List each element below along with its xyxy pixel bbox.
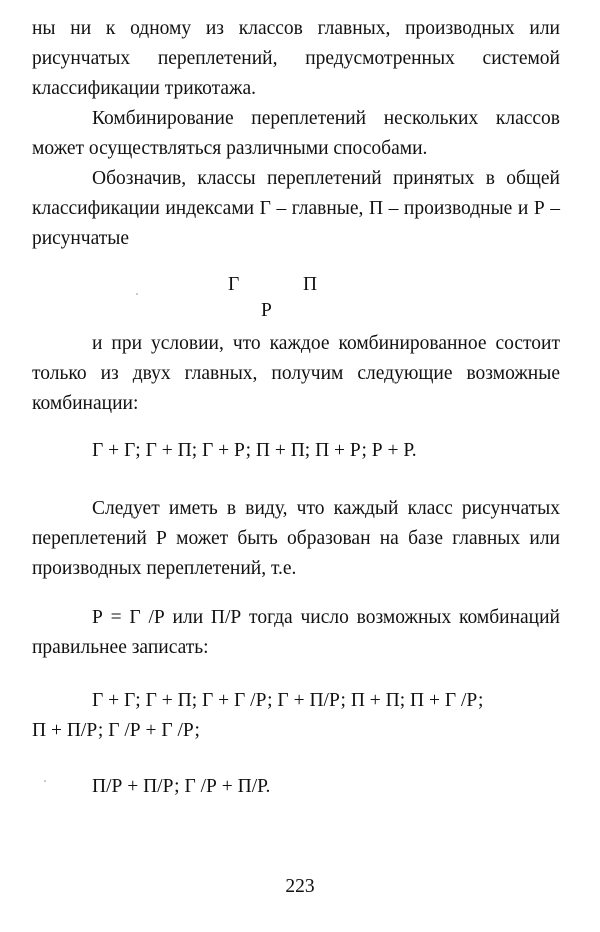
paragraph-combining: Комбинирование переплетений нескольких классов может осуществляться различными способами. bbox=[32, 108, 560, 159]
paragraph-equation: Р = Г /Р или П/Р тогда число возможных комбинаций правильнее записать: bbox=[32, 607, 560, 658]
formula-combinations-3: П/Р + П/Р; Г /Р + П/Р. bbox=[92, 776, 271, 797]
scan-speck bbox=[136, 293, 138, 295]
paragraph-condition: и при условии, что каждое комбинированное состоит только из двух главных, получим следующие возможные комбинации: bbox=[32, 333, 560, 414]
diagram-symbol-p: П bbox=[303, 274, 318, 295]
scan-speck bbox=[44, 780, 46, 782]
paragraph-notation: Обозначив, классы переплетений принятых в общей классификации индексами Г – главные, П – производные и Р – рисунчатые bbox=[32, 168, 560, 249]
page-number: 223 bbox=[285, 876, 315, 897]
paragraph-continuation: ны ни к одному из классов главных, производных или рисунчатых переплетений, предусмотренных системой классификации трикотажа. bbox=[32, 18, 560, 99]
diagram-symbol-r: Р bbox=[261, 300, 272, 321]
formula-combinations-1: Г + Г; Г + П; Г + Р; П + П; П + Р; Р + Р. bbox=[92, 440, 417, 461]
formula-combinations-2-line1: Г + Г; Г + П; Г + Г /Р; Г + П/Р; П + П; П + Г /Р; bbox=[92, 690, 484, 711]
formula-combinations-2-line2: П + П/Р; Г /Р + Г /Р; bbox=[32, 720, 200, 741]
paragraph-patterned: Следует иметь в виду, что каждый класс рисунчатых переплетений Р может быть образован на базе главных или производных переплетений, т.е. bbox=[32, 498, 560, 579]
diagram-symbol-g: Г bbox=[228, 274, 240, 295]
